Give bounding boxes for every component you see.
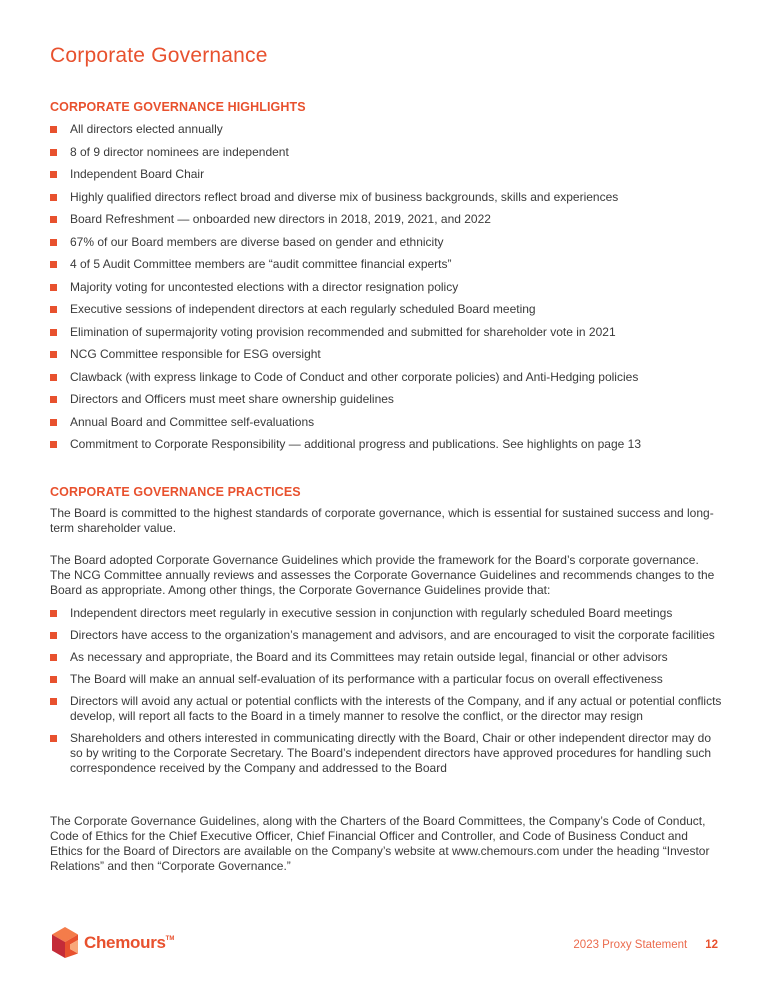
highlight-item bbox=[50, 145, 722, 168]
bullet-square-icon bbox=[50, 676, 57, 683]
highlight-item bbox=[50, 302, 722, 325]
bullet-square-icon bbox=[50, 329, 57, 336]
highlight-item bbox=[50, 257, 722, 280]
highlight-item bbox=[50, 167, 722, 190]
bullet-square-icon bbox=[50, 126, 57, 133]
practice-item bbox=[50, 694, 722, 724]
highlight-text: 8 of 9 director nominees are independent bbox=[70, 144, 289, 159]
chemours-hexagon-icon bbox=[50, 926, 80, 960]
bullet-square-icon bbox=[50, 735, 57, 742]
bullet-square-icon bbox=[50, 149, 57, 156]
bullet-square-icon bbox=[50, 419, 57, 426]
closing-paragraph: The Corporate Governance Guidelines, along with the Charters of the Board Committees, the Company’s Code of Conduct, Code of Ethics for the Chief Executive Officer, Chief Financial Officer and Controller, and Code of Business Conduct and Ethics for the Board of Directors are available on the Company’s website at www.chemours.com under the heading “Investor Relations” and then “Corporate Governance.” bbox=[50, 814, 710, 873]
highlight-text: Executive sessions of independent directors at each regularly scheduled Board meeting bbox=[70, 302, 536, 316]
highlight-item bbox=[50, 325, 722, 348]
document-name: 2023 Proxy Statement bbox=[573, 939, 688, 951]
highlight-item bbox=[50, 437, 722, 460]
highlight-item bbox=[50, 415, 722, 438]
page-footer bbox=[50, 925, 718, 965]
highlight-text: NCG Committee responsible for ESG oversight bbox=[70, 347, 321, 361]
practices-heading: CORPORATE GOVERNANCE PRACTICES bbox=[50, 485, 301, 499]
highlight-text: Elimination of supermajority voting provision recommended and submitted for shareholder vote in 2021 bbox=[70, 324, 616, 339]
bullet-square-icon bbox=[50, 654, 57, 661]
highlight-text: Board Refreshment — onboarded new directors in 2018, 2019, 2021, and 2022 bbox=[70, 212, 491, 226]
bullet-square-icon bbox=[50, 698, 57, 705]
footer-right bbox=[573, 939, 718, 951]
logo-wordmark: Chemours bbox=[84, 933, 166, 952]
practice-text: Independent directors meet regularly in executive session in conjunction with regularly scheduled Board meetings bbox=[70, 606, 673, 620]
bullet-square-icon bbox=[50, 216, 57, 223]
practices-intro: The Board is committed to the highest standards of corporate governance, which is essential for sustained success and long-term shareholder value. bbox=[50, 506, 714, 535]
practice-text: As necessary and appropriate, the Board and its Committees may retain outside legal, financial or other advisors bbox=[70, 650, 668, 664]
highlight-text: 4 of 5 Audit Committee members are “audit committee financial experts” bbox=[70, 257, 452, 271]
highlight-item bbox=[50, 370, 722, 393]
practice-item bbox=[50, 650, 722, 665]
highlight-text: Annual Board and Committee self-evaluations bbox=[70, 414, 315, 429]
bullet-square-icon bbox=[50, 396, 57, 403]
highlight-item bbox=[50, 347, 722, 370]
page-title: Corporate Governance bbox=[50, 44, 268, 67]
highlights-list bbox=[50, 122, 722, 460]
practice-item bbox=[50, 628, 722, 643]
highlight-text: Highly qualified directors reflect broad and diverse mix of business backgrounds, skills and experiences bbox=[70, 189, 619, 204]
practice-text: Directors have access to the organization’s management and advisors, and are encouraged to visit the corporate facilities bbox=[70, 628, 715, 642]
practice-item bbox=[50, 606, 722, 621]
bullet-square-icon bbox=[50, 374, 57, 381]
guidelines-intro: The Board adopted Corporate Governance Guidelines which provide the framework for the Board’s corporate governance. The NCG Committee annually reviews and assesses the Corporate Governance Guidelines and recommends changes to the Board as appropriate. Among other things, the Corporate Governance Guidelines provide that: bbox=[50, 553, 715, 597]
practice-text: Directors will avoid any actual or potential conflicts with the interests of the Company, and if any actual or potential conflicts develop, will report all facts to the Board in a timely manner to resolve the conflict, or the director may resign bbox=[70, 694, 722, 723]
chemours-logo bbox=[50, 925, 174, 961]
highlight-item bbox=[50, 235, 722, 258]
practice-text: Shareholders and others interested in communicating directly with the Board, Chair or other independent director may do so by writing to the Corporate Secretary. The Board’s independent directors have approved procedures for handling such correspondence received by the Company and addressed to the Board bbox=[70, 731, 712, 775]
highlight-text: Clawback (with express linkage to Code of Conduct and other corporate policies) and Anti-Hedging policies bbox=[70, 369, 639, 384]
highlights-heading: CORPORATE GOVERNANCE HIGHLIGHTS bbox=[50, 100, 306, 114]
bullet-square-icon bbox=[50, 239, 57, 246]
highlight-text: Commitment to Corporate Responsibility — additional progress and publications. See highlights on page 13 bbox=[70, 437, 641, 451]
highlight-item bbox=[50, 190, 722, 213]
highlight-item bbox=[50, 122, 722, 145]
bullet-square-icon bbox=[50, 171, 57, 178]
highlight-text: All directors elected annually bbox=[70, 122, 223, 136]
highlight-item bbox=[50, 392, 722, 415]
bullet-square-icon bbox=[50, 610, 57, 617]
bullet-square-icon bbox=[50, 261, 57, 268]
bullet-square-icon bbox=[50, 284, 57, 291]
highlight-text: Majority voting for uncontested elections with a director resignation policy bbox=[70, 279, 459, 294]
practice-text: The Board will make an annual self-evaluation of its performance with a particular focus on overall effectiveness bbox=[70, 672, 663, 686]
practice-item bbox=[50, 672, 722, 687]
bullet-square-icon bbox=[50, 632, 57, 639]
bullet-square-icon bbox=[50, 351, 57, 358]
highlight-text: Directors and Officers must meet share ownership guidelines bbox=[70, 392, 394, 406]
highlight-text: 67% of our Board members are diverse based on gender and ethnicity bbox=[70, 234, 444, 249]
page-number: 12 bbox=[705, 939, 718, 951]
highlight-text: Independent Board Chair bbox=[70, 167, 205, 181]
highlight-item bbox=[50, 212, 722, 235]
bullet-square-icon bbox=[50, 441, 57, 448]
bullet-square-icon bbox=[50, 194, 57, 201]
logo-trademark: TM bbox=[165, 936, 175, 942]
practices-list bbox=[50, 606, 722, 783]
practice-item bbox=[50, 731, 722, 776]
highlight-item bbox=[50, 280, 722, 303]
bullet-square-icon bbox=[50, 306, 57, 313]
